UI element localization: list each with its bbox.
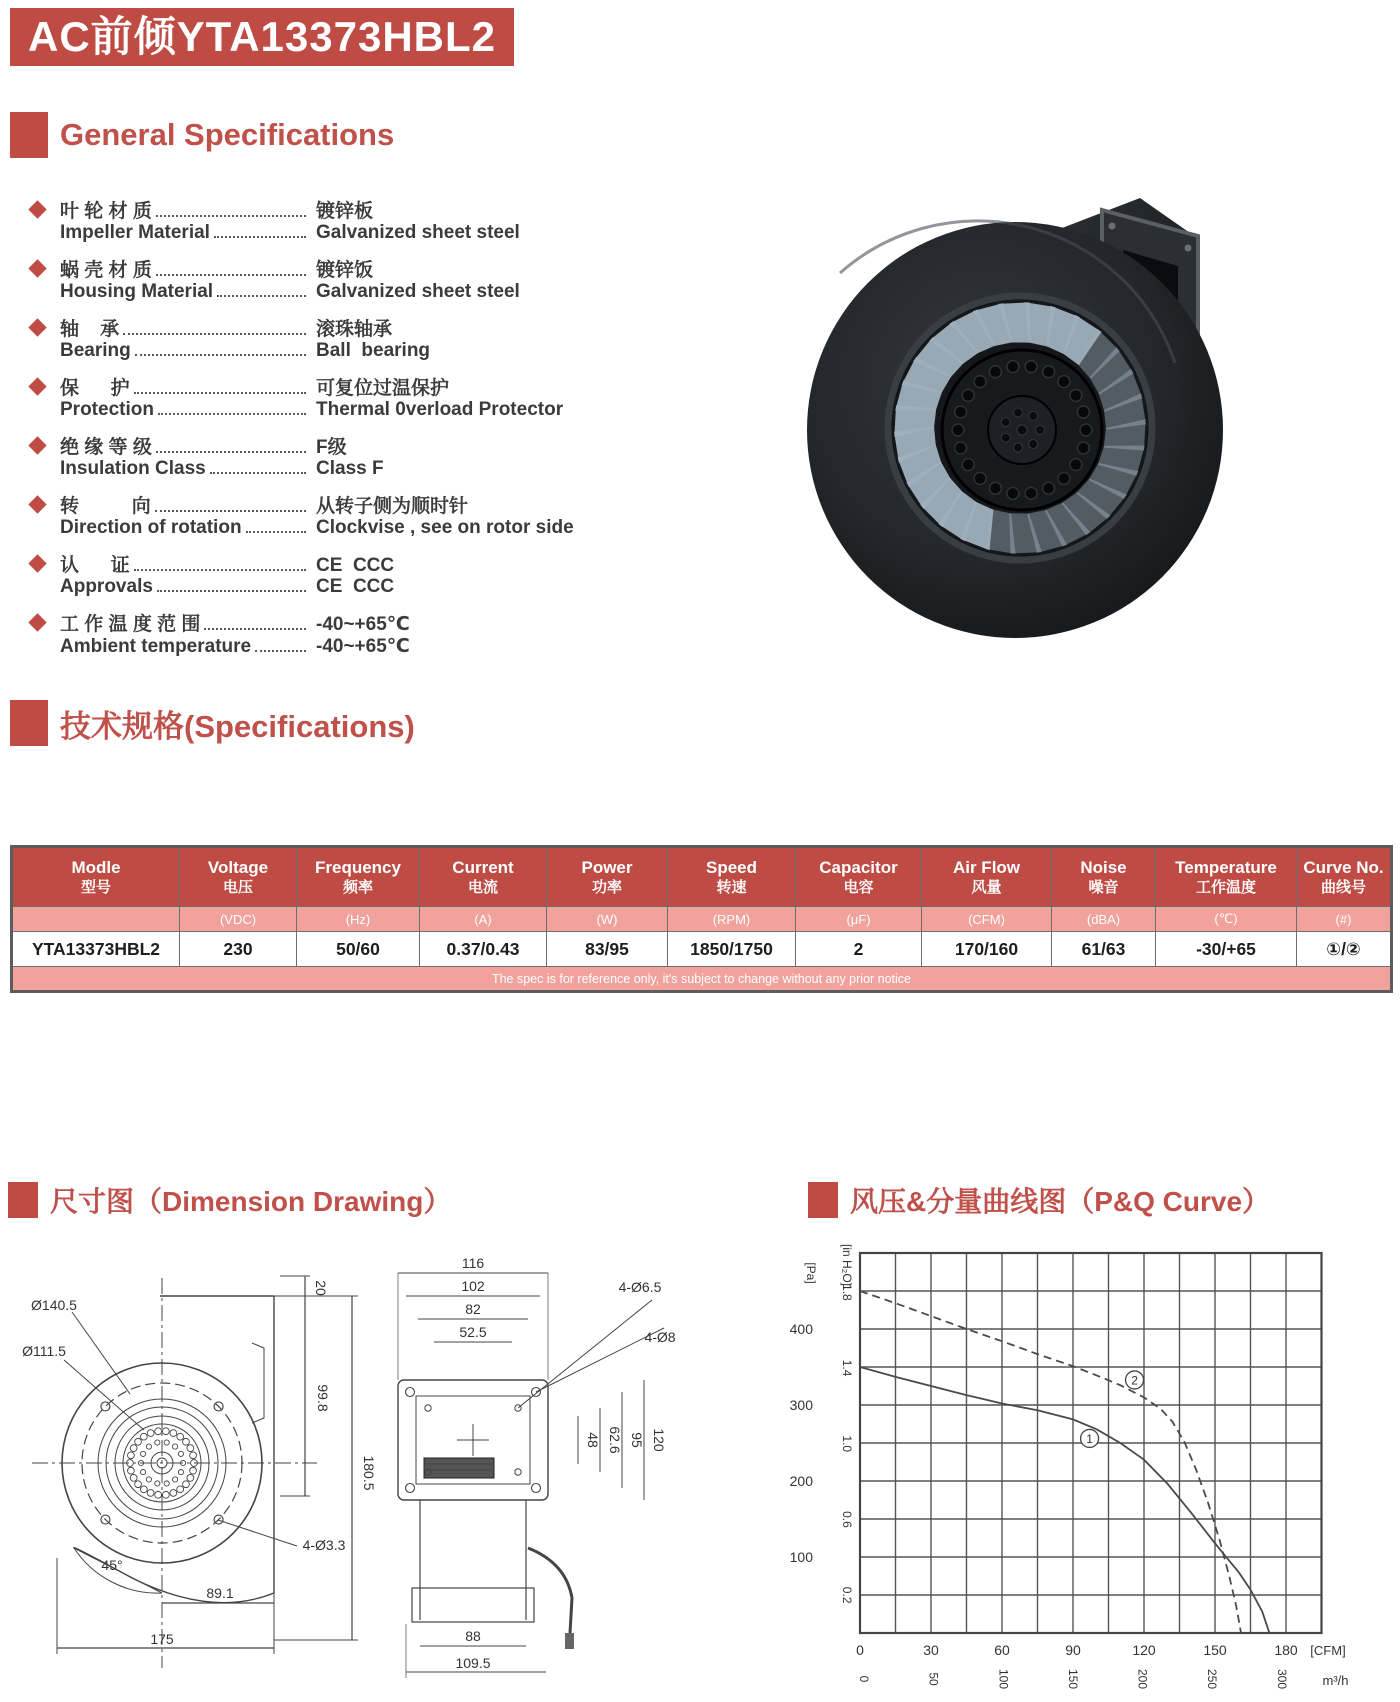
spec-value: 可复位过温保护	[316, 378, 450, 399]
unit-cell	[12, 907, 180, 932]
specifications-heading	[10, 700, 415, 746]
chart-tick-label: 150	[1065, 1668, 1080, 1690]
data-cell: 170/160	[922, 932, 1052, 967]
chart-tick-label: 200	[789, 1473, 813, 1489]
diamond-bullet-icon	[28, 377, 46, 395]
spec-label: Ambient temperature	[60, 636, 252, 657]
data-cell: 2	[796, 932, 922, 967]
spec-item-2	[28, 314, 688, 366]
unit-cell: (μF)	[796, 907, 922, 932]
table-units-row	[12, 907, 1392, 932]
unit-cell: (#)	[1297, 907, 1392, 932]
dimension-drawing-heading	[8, 1180, 451, 1220]
spec-item-7	[28, 609, 688, 661]
spec-label: Bearing	[60, 340, 131, 361]
dotted-leader	[157, 590, 306, 592]
spec-value: Galvanized sheet steel	[316, 281, 520, 302]
dimension-label: 109.5	[455, 1655, 491, 1671]
dotted-leader	[123, 333, 306, 335]
dotted-leader	[246, 531, 306, 533]
unit-cell: (RPM)	[668, 907, 796, 932]
chart-tick-label: 1.8	[840, 1284, 854, 1301]
spec-value: 滚珠轴承	[316, 319, 393, 340]
spec-value: Class F	[316, 458, 384, 479]
diamond-bullet-icon	[28, 436, 46, 454]
section-square-icon	[8, 1182, 38, 1218]
dimension-label: 48	[585, 1432, 601, 1448]
column-header: Voltage 电压	[180, 847, 297, 907]
data-cell: 61/63	[1052, 932, 1156, 967]
dimension-label: 95	[629, 1432, 645, 1448]
table-note-row	[12, 967, 1392, 992]
dimension-label: 89.1	[206, 1585, 234, 1601]
column-header: Temperature 工作温度	[1156, 847, 1297, 907]
dotted-leader	[134, 392, 306, 394]
dotted-leader	[217, 295, 306, 297]
general-specifications-heading	[10, 112, 394, 158]
dimension-label: Ø140.5	[31, 1297, 77, 1313]
unit-cell: (A)	[420, 907, 547, 932]
spec-item-4	[28, 432, 688, 484]
unit-cell: (VDC)	[180, 907, 297, 932]
pq-curve-chart	[755, 1235, 1375, 1700]
data-cell: 50/60	[297, 932, 420, 967]
curve-②	[860, 1291, 1241, 1633]
spec-value: 镀锌板	[316, 201, 374, 222]
dimension-drawing	[12, 1248, 692, 1702]
dotted-leader	[158, 413, 306, 415]
column-header: Curve No. 曲线号	[1297, 847, 1392, 907]
spec-item-6	[28, 550, 688, 602]
dimension-label: 45°	[101, 1557, 123, 1573]
column-header: Noise 噪音	[1052, 847, 1156, 907]
spec-value: Thermal 0verload Protector	[316, 399, 564, 420]
spec-label: Insulation Class	[60, 458, 206, 479]
chart-tick-label: 300	[789, 1397, 813, 1413]
dimension-label: Ø111.5	[22, 1343, 66, 1359]
section-title: General Specifications	[60, 117, 395, 152]
data-cell: 83/95	[547, 932, 668, 967]
spec-value: 镀锌饭	[316, 260, 374, 281]
chart-tick-label: 200	[1135, 1668, 1150, 1690]
unit-cell: (Hz)	[297, 907, 420, 932]
chart-tick-label: 0.6	[840, 1511, 854, 1528]
spec-value: 从转子侧为顺时针	[316, 496, 469, 517]
unit-cell: (CFM)	[922, 907, 1052, 932]
spec-table	[10, 845, 1393, 993]
specifications-table	[10, 845, 1391, 993]
diamond-bullet-icon	[28, 200, 46, 218]
column-header: Modle 型号	[12, 847, 180, 907]
section-square-icon	[10, 112, 48, 158]
spec-value: -40~+65℃	[316, 636, 410, 657]
chart-tick-label: 0	[857, 1675, 871, 1683]
table-data-row	[12, 932, 1392, 967]
curve-label: 2	[1131, 1373, 1138, 1388]
chart-tick-label: 1.0	[840, 1435, 854, 1453]
dotted-leader	[210, 472, 306, 474]
dotted-leader	[156, 451, 306, 453]
pq-curve-heading	[808, 1180, 1270, 1220]
data-cell: 1850/1750	[668, 932, 796, 967]
diamond-bullet-icon	[28, 495, 46, 513]
chart-tick-label: 400	[789, 1321, 813, 1337]
dimension-label: 4-Ø3.3	[302, 1537, 346, 1553]
spec-value: CE CCC	[316, 555, 395, 576]
spec-label: 轴 承	[60, 319, 120, 340]
chart-tick-label: 100	[789, 1549, 813, 1565]
column-header: Speed 转速	[668, 847, 796, 907]
diamond-bullet-icon	[28, 259, 46, 277]
chart-tick-label: 1.4	[840, 1359, 854, 1377]
column-header: Air Flow 风量	[922, 847, 1052, 907]
spec-label: 认 证	[60, 555, 130, 576]
spec-item-0	[28, 196, 688, 248]
dotted-leader	[255, 650, 306, 652]
dimension-label: 88	[465, 1628, 481, 1644]
chart-tick-label: 100	[996, 1668, 1011, 1690]
chart-tick-label: [Pa]	[804, 1262, 818, 1284]
dimension-label: 52.5	[459, 1324, 487, 1340]
data-cell: -30/+65	[1156, 932, 1297, 967]
chart-tick-label: 120	[1132, 1642, 1156, 1658]
spec-label: 叶 轮 材 质	[60, 201, 152, 222]
data-cell: ①/②	[1297, 932, 1392, 967]
spec-label: Direction of rotation	[60, 517, 242, 538]
chart-tick-label: 250	[1205, 1668, 1220, 1690]
column-header: Power 功率	[547, 847, 668, 907]
spec-item-1	[28, 255, 688, 307]
diamond-bullet-icon	[28, 554, 46, 572]
chart-tick-label: 60	[994, 1642, 1010, 1658]
diamond-bullet-icon	[28, 318, 46, 336]
general-spec-list	[28, 196, 688, 668]
section-title: 风压&分量曲线图（P&Q Curve）	[850, 1186, 1271, 1217]
diamond-bullet-icon	[28, 613, 46, 631]
spec-item-5	[28, 491, 688, 543]
chart-tick-label: [in H₂O]	[840, 1244, 854, 1286]
table-note: The spec is for reference only, it's subject to change without any prior notice	[12, 967, 1392, 992]
curve-①	[860, 1367, 1269, 1633]
spec-value: Ball bearing	[316, 340, 431, 361]
dotted-leader	[156, 274, 306, 276]
table-header-row	[12, 847, 1392, 907]
chart-tick-label: 180	[1274, 1642, 1298, 1658]
dotted-leader	[135, 354, 306, 356]
dimension-label: 4-Ø6.5	[618, 1279, 662, 1295]
data-cell: 0.37/0.43	[420, 932, 547, 967]
section-square-icon	[10, 700, 48, 746]
section-square-icon	[808, 1182, 838, 1218]
chart-tick-label: m³/h	[1322, 1673, 1349, 1688]
spec-label: 绝 缘 等 级	[60, 437, 152, 458]
spec-value: Clockvise , see on rotor side	[316, 517, 574, 538]
chart-tick-label: 90	[1065, 1642, 1081, 1658]
dimension-label: 4-Ø8	[644, 1329, 676, 1345]
column-header: Frequency 频率	[297, 847, 420, 907]
column-header: Current 电流	[420, 847, 547, 907]
chart-tick-label: [CFM]	[1310, 1643, 1346, 1658]
chart-tick-label: 30	[923, 1642, 939, 1658]
product-photo	[720, 138, 1380, 638]
section-title: 尺寸图（Dimension Drawing）	[50, 1186, 452, 1217]
spec-label: Approvals	[60, 576, 153, 597]
data-cell: YTA13373HBL2	[12, 932, 180, 967]
spec-label: 转 向	[60, 496, 151, 517]
unit-cell: (dBA)	[1052, 907, 1156, 932]
dimension-label: 120	[651, 1428, 667, 1452]
dotted-leader	[156, 215, 306, 217]
dotted-leader	[134, 569, 306, 571]
dimension-label: 116	[461, 1255, 485, 1271]
chart-tick-label: 0	[856, 1642, 864, 1658]
spec-label: Housing Material	[60, 281, 214, 302]
dimension-label: 62.6	[607, 1426, 623, 1454]
chart-tick-label: 0.2	[840, 1586, 854, 1604]
dimension-label: 175	[150, 1631, 174, 1647]
spec-value: CE CCC	[316, 576, 395, 597]
spec-value: -40~+65℃	[316, 614, 410, 635]
chart-tick-label: 150	[1203, 1642, 1227, 1658]
spec-item-3	[28, 373, 688, 425]
spec-label: Impeller Material	[60, 222, 210, 243]
spec-label: 保 护	[60, 378, 130, 399]
dotted-leader	[155, 510, 306, 512]
page-title: AC前倾YTA13373HBL2	[10, 8, 514, 66]
spec-value: Galvanized sheet steel	[316, 222, 520, 243]
data-cell: 230	[180, 932, 297, 967]
dimension-label: 20	[313, 1280, 329, 1296]
dotted-leader	[204, 628, 306, 630]
chart-tick-label: 300	[1274, 1668, 1289, 1690]
dimension-label: 102	[461, 1278, 485, 1294]
chart-tick-label: 50	[926, 1672, 941, 1686]
spec-label: 工 作 温 度 范 围	[60, 614, 201, 635]
unit-cell: (℃)	[1156, 907, 1297, 932]
dimension-label: 99.8	[315, 1384, 331, 1412]
dotted-leader	[214, 236, 306, 238]
spec-label: Protection	[60, 399, 154, 420]
spec-label: 蜗 壳 材 质	[60, 260, 152, 281]
section-title: 技术规格(Specifications)	[60, 708, 415, 744]
unit-cell: (W)	[547, 907, 668, 932]
spec-value: F级	[316, 437, 347, 458]
dimension-label: 180.5	[361, 1455, 377, 1491]
column-header: Capacitor 电容	[796, 847, 922, 907]
curve-label: 1	[1086, 1431, 1093, 1446]
dimension-label: 82	[465, 1301, 481, 1317]
